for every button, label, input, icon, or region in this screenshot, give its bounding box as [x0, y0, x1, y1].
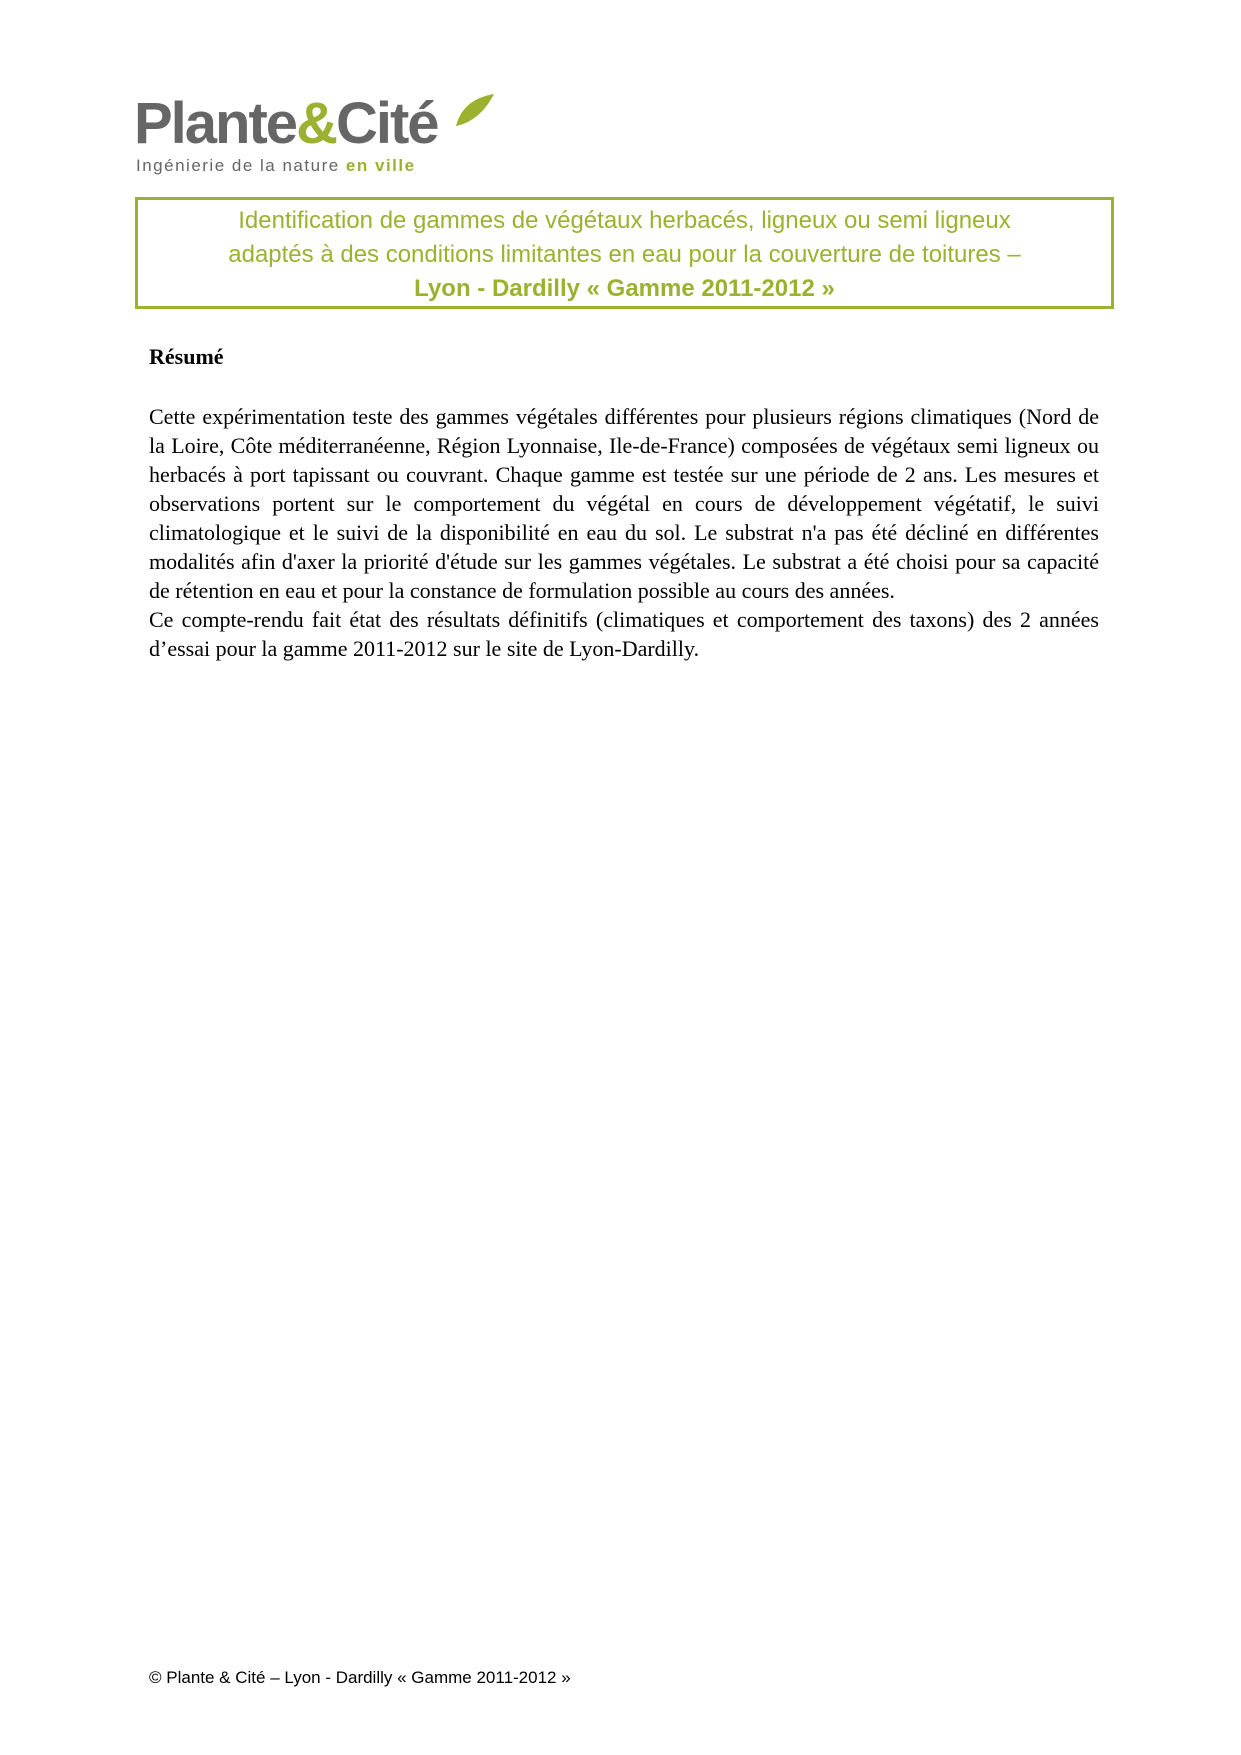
- summary-paragraph-2: Ce compte-rendu fait état des résultats définitifs (climatiques et comportement des taxons) des 2 années d’essai pour la gamme 2011-2012 sur le site de Lyon-Dardilly.: [149, 607, 1099, 661]
- summary-heading: Résumé: [149, 344, 224, 369]
- logo-word-cite: Cité: [335, 91, 438, 156]
- title-line-1: Identification de gammes de végétaux herbacés, ligneux ou semi ligneux: [238, 207, 1011, 234]
- logo-tagline: [136, 156, 416, 176]
- logo-wordmark: [134, 92, 438, 156]
- summary-paragraph-1: Cette expérimentation teste des gammes végétales différentes pour plusieurs régions climatiques (Nord de la Loire, Côte méditerranéenne, Région Lyonnaise, Ile-de-France) composées de végétaux semi ligneux ou herbacés à port tapissant ou couvrant. Chaque gamme est testée sur une période de 2 ans. Les mesures et observations portent sur le comportement du végétal en cours de développement végétatif, le suivi climatologique et le suivi de la disponibilité en eau du sol. Le substrat n'a pas été décliné en différentes modalités afin d'axer la priorité d'étude sur les gammes végétales. Le substrat a été choisi pour sa capacité de rétention en eau et pour la constance de formulation possible au cours des années.: [149, 404, 1099, 603]
- title-line-2: adaptés à des conditions limitantes en eau pour la couverture de toitures –: [228, 241, 1021, 268]
- summary-body: [149, 402, 1099, 663]
- logo-tagline-highlight: en ville: [345, 156, 416, 175]
- document-title-box: [135, 197, 1114, 309]
- logo: [134, 92, 464, 178]
- logo-word-plante: Plante: [134, 91, 297, 156]
- page-footer: © Plante & Cité – Lyon - Dardilly « Gamme 2011-2012 »: [149, 1668, 571, 1687]
- logo-ampersand: &: [296, 91, 336, 156]
- logo-tagline-text: Ingénierie de la nature: [136, 156, 340, 175]
- title-line-3: Lyon - Dardilly « Gamme 2011-2012 »: [414, 275, 835, 302]
- leaf-icon: [452, 92, 496, 132]
